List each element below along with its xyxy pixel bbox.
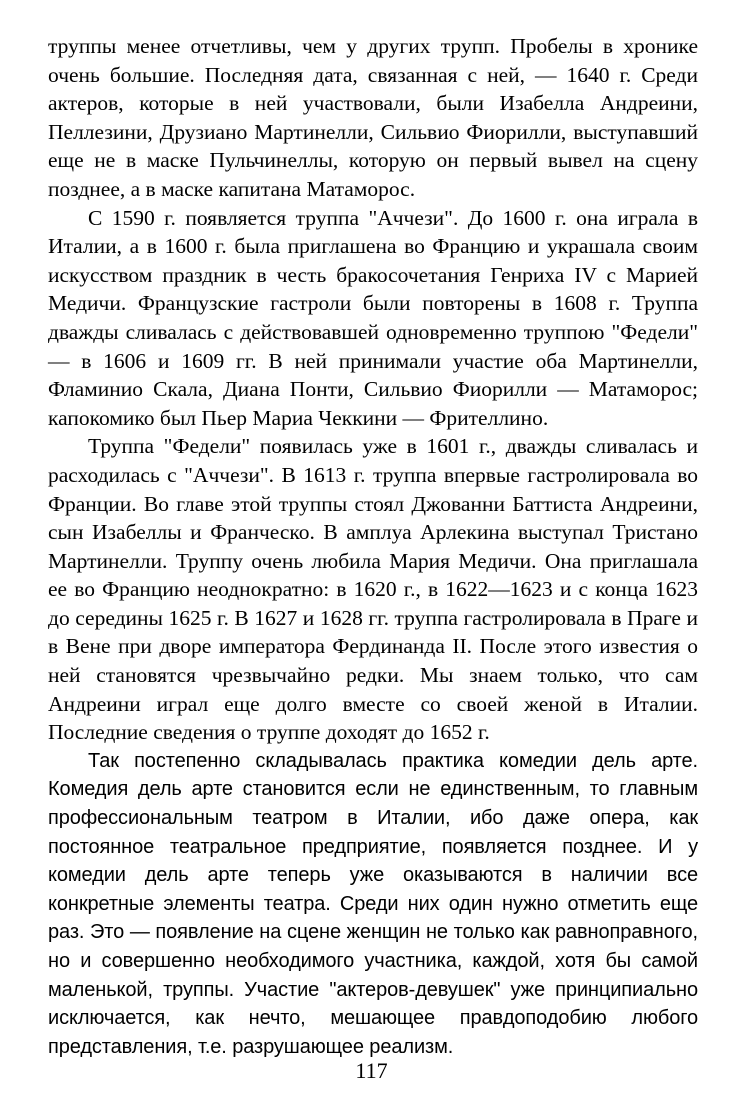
paragraph-3: Труппа "Федели" появилась уже в 1601 г., дважды сливалась и расходилась с "Аччези". В 1613 г. труппа впервые гастролировала во Франции. Во главе этой труппы стоял Джованни Баттиста Андреини, сын Изабеллы и Франческо. В амплуа Арлекина выступал Тристано Мартинелли. Труппу очень любила Мария Медичи. Она приглашала ее во Францию неоднократно: в 1620 г., в 1622—1623 и с конца 1623 до середины 1625 г. В 1627 и 1628 гг. труппа гастролировала в Праге и в Вене при дворе императора Фердинанда II. После этого известия о ней становятся чрезвычайно редки. Мы знаем только, что сам Андреини играл еще долго вместе со своей женой в Италии. Последние сведения о труппе доходят до 1652 г. — [48, 434, 698, 745]
page-body — [48, 32, 698, 1061]
paragraph-4: Так постепенно складывалась практика комедии дель арте. Комедия дель арте становится если не единственным, то главным профессиональным театром в Италии, ибо даже опера, как постоянное театральное предприятие, появляется позднее. И у комедии дель арте теперь уже оказываются в наличии все конкретные элементы театра. Среди них один нужно отметить еще раз. Это — появление на сцене женщин не только как равноправного, но и совершенно необходимого участника, каждой, хотя бы самой маленькой, труппы. Участие "актеров-девушек" уже принципиально исключается, как нечто, мешающее правдоподобию любого представления, т.е. разрушающее реализм. — [48, 749, 698, 1058]
paragraph-2: С 1590 г. появляется труппа "Аччези". До 1600 г. она играла в Италии, а в 1600 г. была приглашена во Францию и украшала своим искусством праздник в честь бракосочетания Генриха IV с Марией Медичи. Французские гастроли были повторены в 1608 г. Труппа дважды сливалась с действовавшей одновременно труппою "Федели" — в 1606 и 1609 гг. В ней принимали участие оба Мартинелли, Фламинио Скала, Диана Понти, Сильвио Фиорилли — Матаморос; капокомико был Пьер Мариа Чеккини — Фрителлино. — [48, 205, 698, 430]
page-number: 117 — [355, 1058, 388, 1083]
paragraph-1: труппы менее отчетливы, чем у других трупп. Пробелы в хронике очень большие. Последняя дата, связанная с ней, — 1640 г. Среди актеров, которые в ней участвовали, были Изабелла Андреини, Пеллезини, Друзиано Мартинелли, Сильвио Фиорилли, выступавший еще не в маске Пульчинеллы, которую он первый вывел на сцену позднее, а в маске капитана Матаморос. — [48, 34, 698, 201]
